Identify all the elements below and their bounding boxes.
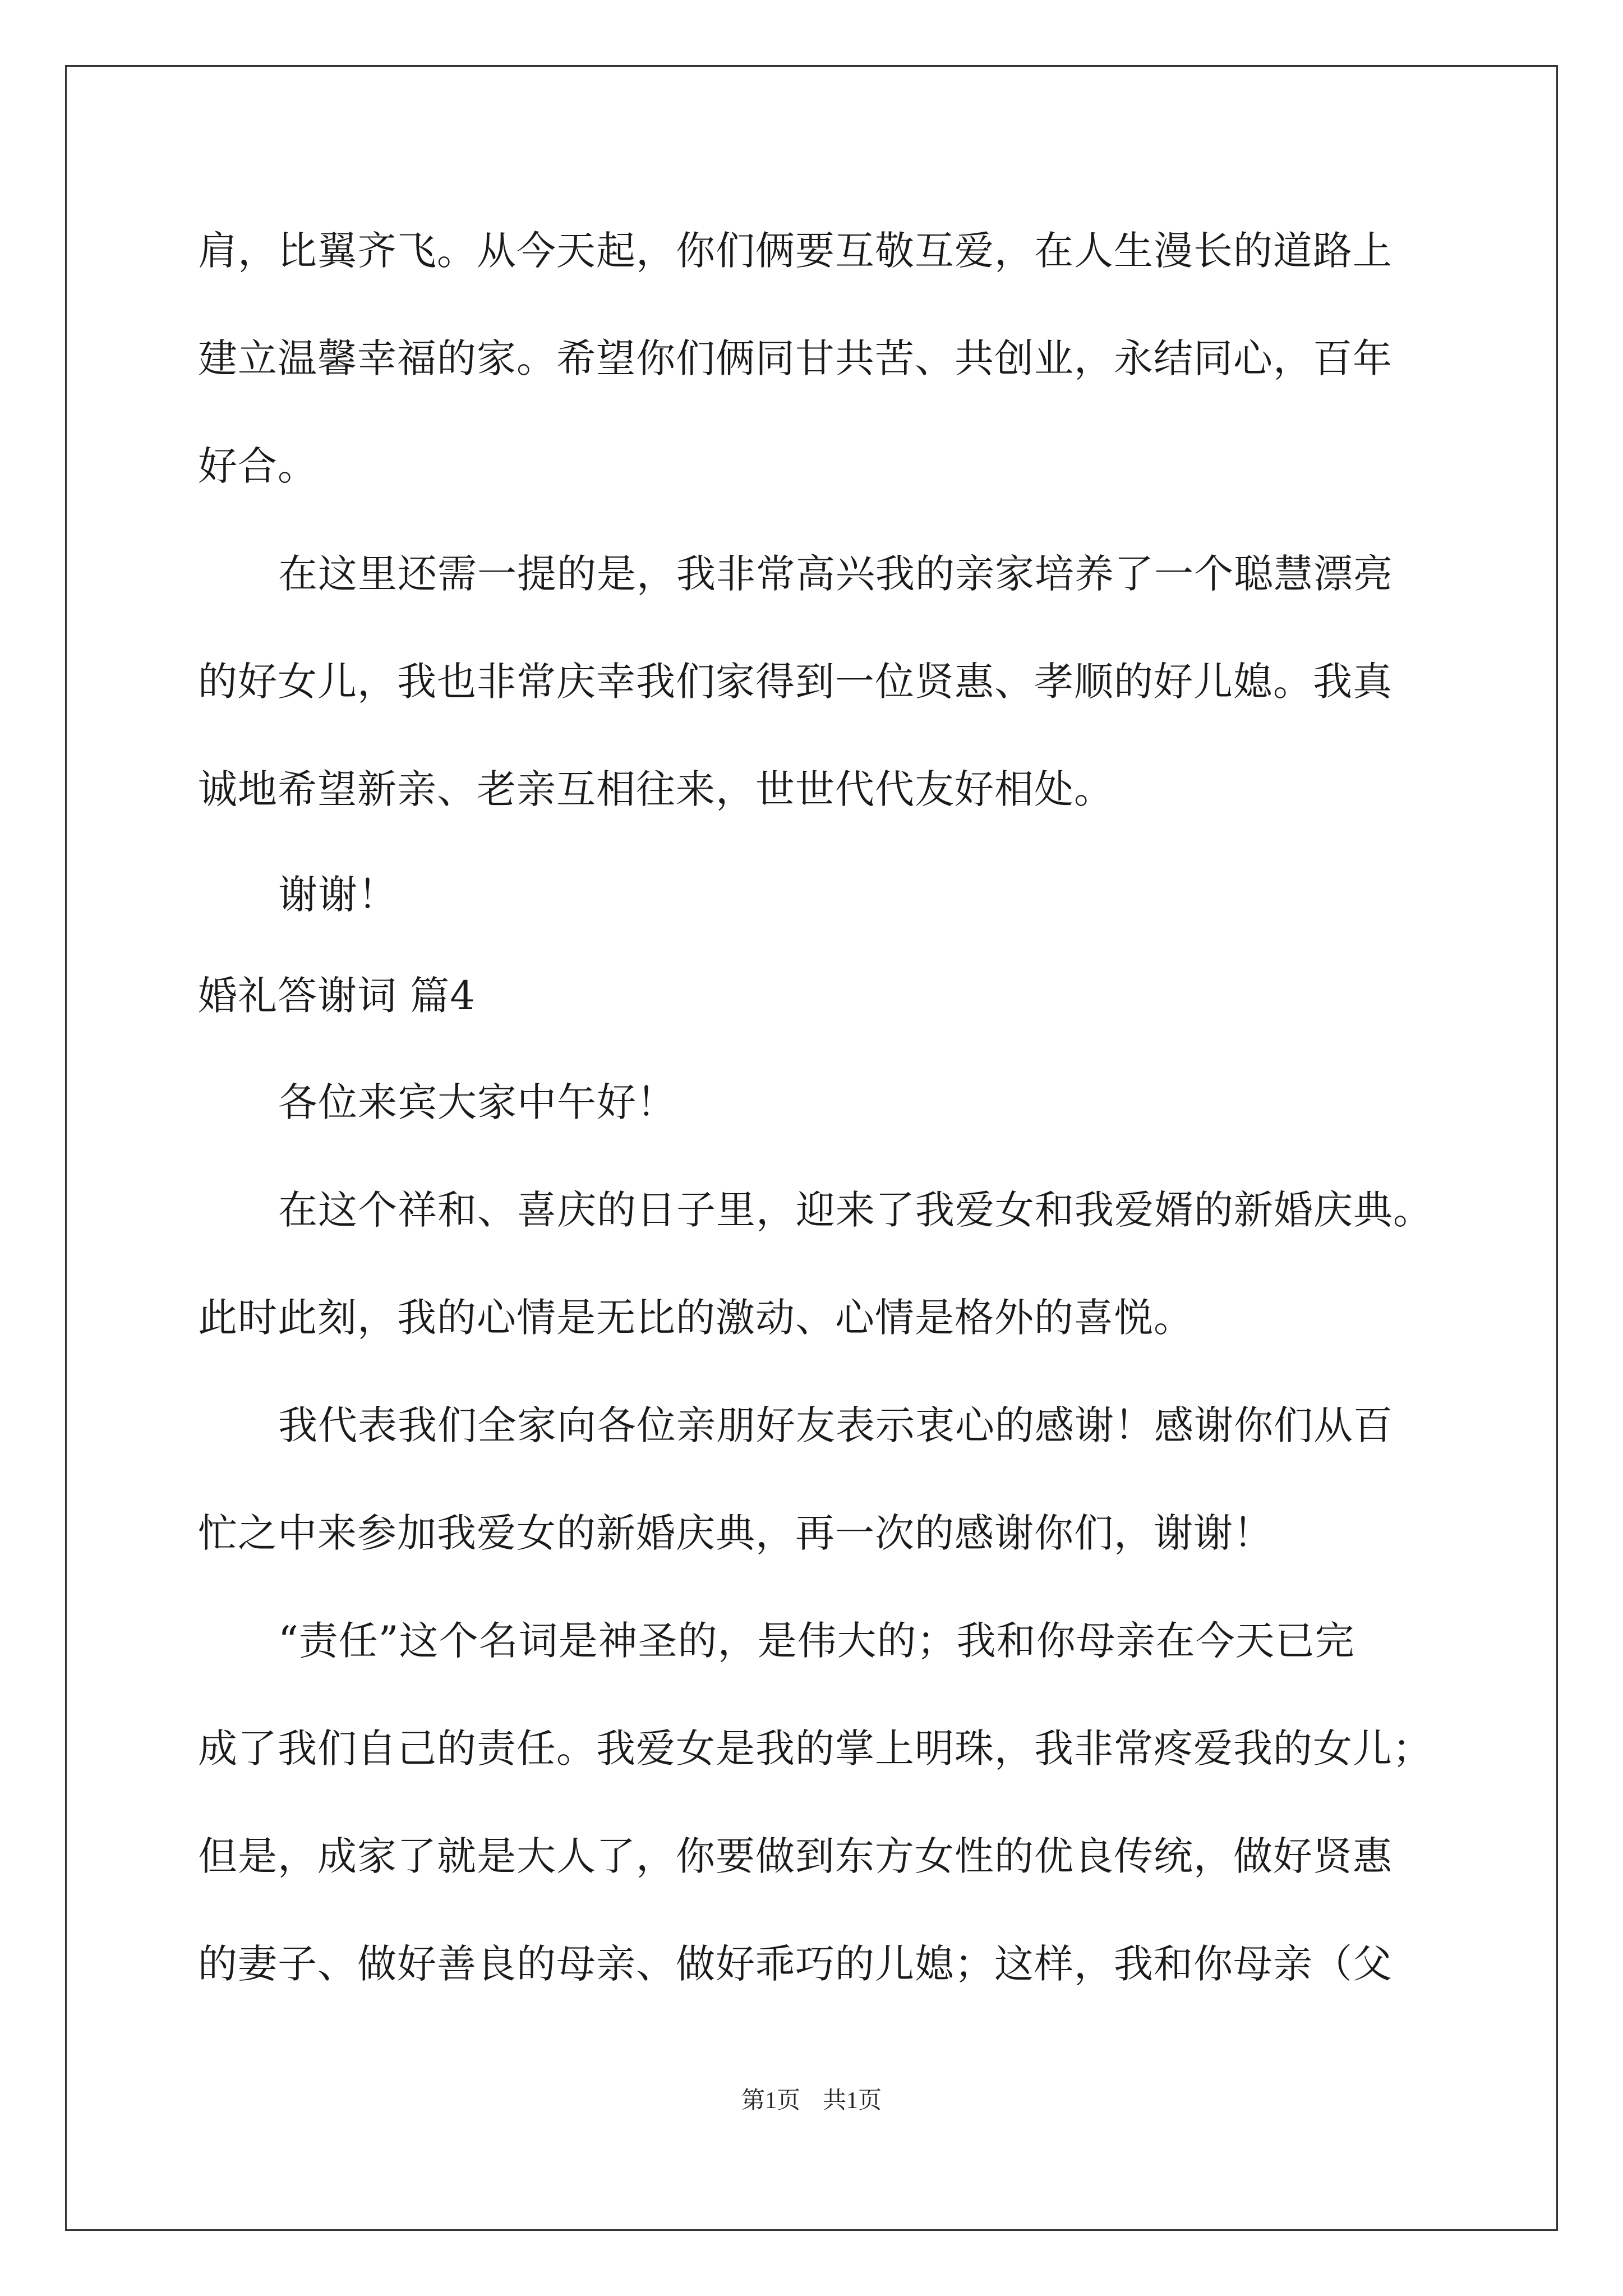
text-line: 诚地希望新亲、老亲互相往来，世世代代友好相处。 [198,766,1114,812]
section-heading: 婚礼答谢词 篇4 [198,973,476,1019]
text-line: 在这个祥和、喜庆的日子里，迎来了我爱女和我爱婿的新婚庆典。 [278,1187,1433,1233]
text-line: 谢谢！ [278,872,398,918]
page-border [65,65,1558,2231]
text-line: 我代表我们全家向各位亲朋好友表示衷心的感谢！感谢你们从百 [278,1402,1393,1448]
text-line: 的妻子、做好善良的母亲、做好乖巧的儿媳；这样，我和你母亲（父 [198,1941,1393,1987]
text-line: 忙之中来参加我爱女的新婚庆典，再一次的感谢你们，谢谢！ [198,1510,1273,1556]
text-line: 此时此刻，我的心情是无比的激动、心情是格外的喜悦。 [198,1295,1193,1341]
text-line: “责任”这个名词是神圣的，是伟大的；我和你母亲在今天已完 [278,1618,1355,1664]
text-line: 在这里还需一提的是，我非常高兴我的亲家培养了一个聪慧漂亮 [278,551,1393,597]
text-line: 的好女儿，我也非常庆幸我们家得到一位贤惠、孝顺的好儿媳。我真 [198,659,1393,705]
text-line: 肩，比翼齐飞。从今天起，你们俩要互敬互爱，在人生漫长的道路上 [198,228,1393,274]
text-line: 建立温馨幸福的家。希望你们俩同甘共苦、共创业，永结同心，百年 [198,335,1393,381]
text-line: 但是，成家了就是大人了，你要做到东方女性的优良传统，做好贤惠 [198,1833,1393,1879]
page-footer [0,2085,1623,2116]
text-line: 成了我们自己的责任。我爱女是我的掌上明珠，我非常疼爱我的女儿； [198,1726,1432,1772]
page-number-total: 共1页 [823,2088,882,2114]
text-line: 好合。 [198,443,317,489]
text-line: 各位来宾大家中午好！ [278,1079,676,1125]
page-number-current: 第1页 [741,2088,800,2114]
